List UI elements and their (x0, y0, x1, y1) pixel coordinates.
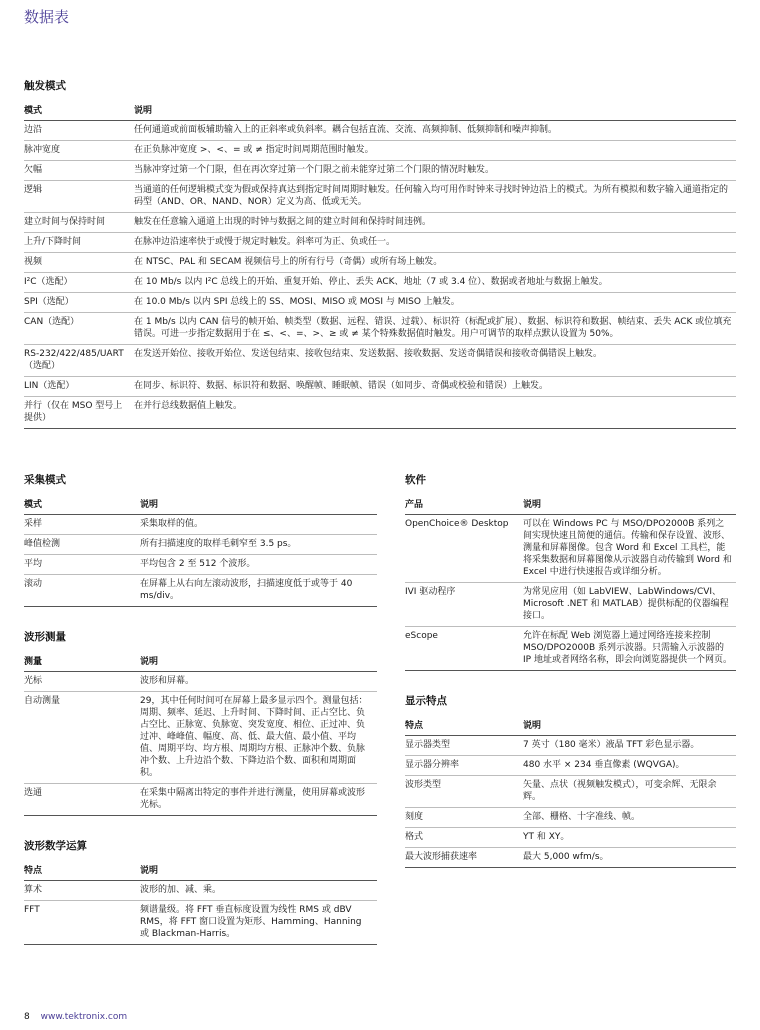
page-title: 数据表 (24, 8, 70, 26)
row-description: 在屏幕上从右向左滚动波形，扫描速度低于或等于 40 ms/div。 (140, 575, 377, 607)
row-description: 在采集中隔离出特定的事件并进行测量，使用屏幕或波形光标。 (140, 784, 377, 816)
row-description: 频谱量级。将 FFT 垂直标度设置为线性 RMS 或 dBV RMS，将 FFT 窗口设置为矩形、Hamming、Hanning 或 Blackman-Harris。 (140, 901, 377, 945)
column-header-description: 说明 (140, 863, 377, 881)
waveform-measurements-section (24, 629, 377, 816)
row-description: 为常见应用（如 LabVIEW、LabWindows/CVI、Microsoft .NET 和 MATLAB）提供标配的仪器编程接口。 (523, 583, 736, 627)
column-header-item: 特点 (24, 863, 140, 881)
table-row (24, 377, 736, 397)
table-row (24, 535, 377, 555)
row-label: 最大波形捕获速率 (405, 848, 523, 868)
table-row (24, 141, 736, 161)
row-label: 算术 (24, 881, 140, 901)
table-row (24, 181, 736, 213)
row-label: 脉冲宽度 (24, 141, 134, 161)
display-table (405, 718, 736, 868)
left-column (24, 472, 377, 967)
column-header-description: 说明 (134, 103, 736, 121)
table-row (24, 121, 736, 141)
software-section (405, 472, 736, 671)
row-label: 格式 (405, 828, 523, 848)
table-row (405, 756, 736, 776)
row-description: 当通道的任何逻辑模式变为假或保持真达到指定时间周期时触发。任何输入均可用作时钟来寻找时钟边沿上的模式。为所有模拟和数字输入通道指定的码型（AND、OR、NAND、NOR）定义为高、低或无关。 (134, 181, 736, 213)
column-header-item: 测量 (24, 654, 140, 672)
row-description: 波形和屏幕。 (140, 672, 377, 692)
row-description: 在并行总线数据值上触发。 (134, 397, 736, 429)
table-row (24, 213, 736, 233)
trigger-modes-section (24, 78, 736, 429)
row-description: 任何通道或前面板辅助输入上的正斜率或负斜率。耦合包括直流、交流、高频抑制、低频抑制和噪声抑制。 (134, 121, 736, 141)
table-row (24, 901, 377, 945)
table-row (24, 293, 736, 313)
row-description: 触发在任意输入通道上出现的时钟与数据之间的建立时间和保持时间违例。 (134, 213, 736, 233)
column-header-description: 说明 (140, 654, 377, 672)
table-header-row (24, 654, 377, 672)
row-label: OpenChoice® Desktop (405, 515, 523, 583)
row-description: 在 NTSC、PAL 和 SECAM 视频信号上的所有行号（奇偶）或所有场上触发。 (134, 253, 736, 273)
row-label: 平均 (24, 555, 140, 575)
row-description: 矢量、点状（视频触发模式），可变余辉、无限余辉。 (523, 776, 736, 808)
row-description: 当脉冲穿过第一个门限，但在再次穿过第一个门限之前未能穿过第二个门限的情况时触发。 (134, 161, 736, 181)
row-label: FFT (24, 901, 140, 945)
row-label: 刻度 (405, 808, 523, 828)
column-header-item: 产品 (405, 497, 523, 515)
row-description: 在 10 Mb/s 以内 I²C 总线上的开始、重复开始、停止、丢失 ACK、地址（7 或 3.4 位）、数据或者地址与数据上触发。 (134, 273, 736, 293)
row-label: 建立时间与保持时间 (24, 213, 134, 233)
row-description: YT 和 XY。 (523, 828, 736, 848)
table-row (24, 233, 736, 253)
row-label: CAN（选配） (24, 313, 134, 345)
column-header-description: 说明 (140, 497, 377, 515)
row-label: 欠幅 (24, 161, 134, 181)
table-header-row (24, 497, 377, 515)
table-header-row (24, 103, 736, 121)
table-row (405, 808, 736, 828)
row-label: 光标 (24, 672, 140, 692)
table-row (24, 313, 736, 345)
waveform-math-section (24, 838, 377, 945)
table-row (24, 397, 736, 429)
table-row (405, 515, 736, 583)
row-description: 在 1 Mb/s 以内 CAN 信号的帧开始、帧类型（数据、远程、错误、过载）、标识符（标配或扩展）、数据、标识符和数据、帧结束、丢失 ACK 或位填充错误。可进一步指定数据用于在 ≤、<、=、>、≥ 或 ≠ 某个特殊数据值时触发。用户可调节的取样点默认设置为 50%。 (134, 313, 736, 345)
column-header-item: 特点 (405, 718, 523, 736)
table-row (24, 692, 377, 784)
row-label: 峰值检测 (24, 535, 140, 555)
section-title: 波形数学运算 (24, 840, 87, 852)
row-description: 允许在标配 Web 浏览器上通过网络连接来控制 MSO/DPO2000B 系列示波器。只需输入示波器的 IP 地址或者网络名称，即会向浏览器提供一个网页。 (523, 627, 736, 671)
row-label: SPI（选配） (24, 293, 134, 313)
row-description: 全部、栅格、十字准线、帧。 (523, 808, 736, 828)
waveform-measurements-table (24, 654, 377, 816)
row-label: eScope (405, 627, 523, 671)
row-label: LIN（选配） (24, 377, 134, 397)
table-row (24, 881, 377, 901)
column-header-item: 模式 (24, 103, 134, 121)
section-title: 软件 (405, 474, 426, 486)
footer-link[interactable]: www.tektronix.com (40, 1012, 128, 1022)
row-label: 选通 (24, 784, 140, 816)
row-label: 视频 (24, 253, 134, 273)
table-row (24, 273, 736, 293)
table-row (24, 161, 736, 181)
row-description: 所有扫描速度的取样毛刺窄至 3.5 ps。 (140, 535, 377, 555)
row-description: 最大 5,000 wfm/s。 (523, 848, 736, 868)
right-column (405, 472, 736, 890)
row-description: 采集取样的值。 (140, 515, 377, 535)
table-row (405, 583, 736, 627)
row-label: 波形类型 (405, 776, 523, 808)
row-label: 并行（仅在 MSO 型号上提供） (24, 397, 134, 429)
row-description: 29，其中任何时间可在屏幕上最多显示四个。测量包括：周期、频率、延迟、上升时间、下降时间、正占空比、负占空比、正脉宽、负脉宽、突发宽度、相位、正过冲、负过冲、峰峰值、幅度、高、低、最大值、最小值、平均值、周期平均、均方根、周期均方根、正脉冲个数、负脉冲个数、上升边沿个数、下降边沿个数、面积和周期面积。 (140, 692, 377, 784)
table-row (405, 627, 736, 671)
row-description: 480 水平 × 234 垂直像素 (WQVGA)。 (523, 756, 736, 776)
row-description: 平均包含 2 至 512 个波形。 (140, 555, 377, 575)
row-label: 自动测量 (24, 692, 140, 784)
row-description: 可以在 Windows PC 与 MSO/DPO2000B 系列之间实现快速且简便的通信。传输和保存设置、波形、测量和屏幕图像。包含 Word 和 Excel 工具栏，能将采集数据和屏幕图像从示波器自动传输到 Word 和 Excel 中进行快速报告或详细分析。 (523, 515, 736, 583)
row-label: 采样 (24, 515, 140, 535)
column-header-description: 说明 (523, 497, 736, 515)
table-row (24, 345, 736, 377)
row-label: 逻辑 (24, 181, 134, 213)
table-row (24, 575, 377, 607)
table-header-row (405, 718, 736, 736)
row-description: 在脉冲边沿速率快于或慢于规定时触发。斜率可为正、负或任一。 (134, 233, 736, 253)
section-title: 采集模式 (24, 474, 66, 486)
acquisition-modes-section (24, 472, 377, 607)
table-row (405, 828, 736, 848)
acquisition-modes-table (24, 497, 377, 607)
row-label: RS-232/422/485/UART（选配） (24, 345, 134, 377)
page-number: 8 (24, 1012, 30, 1022)
row-label: 滚动 (24, 575, 140, 607)
table-row (24, 672, 377, 692)
row-description: 7 英寸（180 毫米）液晶 TFT 彩色显示器。 (523, 736, 736, 756)
waveform-math-table (24, 863, 377, 945)
section-title: 显示特点 (405, 695, 447, 707)
row-description: 波形的加、减、乘。 (140, 881, 377, 901)
table-row (405, 848, 736, 868)
table-header-row (24, 863, 377, 881)
table-row (24, 253, 736, 273)
section-title: 波形测量 (24, 631, 66, 643)
column-header-description: 说明 (523, 718, 736, 736)
row-label: IVI 驱动程序 (405, 583, 523, 627)
row-description: 在发送开始位、接收开始位、发送包结束、接收包结束、发送数据、接收数据、发送奇偶错误和接收奇偶错误上触发。 (134, 345, 736, 377)
row-label: 边沿 (24, 121, 134, 141)
footer (24, 1012, 127, 1022)
row-label: 上升/下降时间 (24, 233, 134, 253)
column-header-item: 模式 (24, 497, 140, 515)
display-section (405, 693, 736, 868)
table-row (24, 784, 377, 816)
row-description: 在 10.0 Mb/s 以内 SPI 总线上的 SS、MOSI、MISO 或 MOSI 与 MISO 上触发。 (134, 293, 736, 313)
table-row (405, 776, 736, 808)
row-label: 显示器类型 (405, 736, 523, 756)
table-row (24, 555, 377, 575)
row-description: 在同步、标识符、数据、标识符和数据、唤醒帧、睡眠帧、错误（如同步、奇偶或校验和错误）上触发。 (134, 377, 736, 397)
row-label: 显示器分辨率 (405, 756, 523, 776)
trigger-modes-table (24, 103, 736, 429)
table-row (405, 736, 736, 756)
section-title: 触发模式 (24, 80, 66, 92)
table-header-row (405, 497, 736, 515)
row-description: 在正负脉冲宽度 >、<、= 或 ≠ 指定时间周期范围时触发。 (134, 141, 736, 161)
row-label: I²C（选配） (24, 273, 134, 293)
software-table (405, 497, 736, 671)
table-row (24, 515, 377, 535)
